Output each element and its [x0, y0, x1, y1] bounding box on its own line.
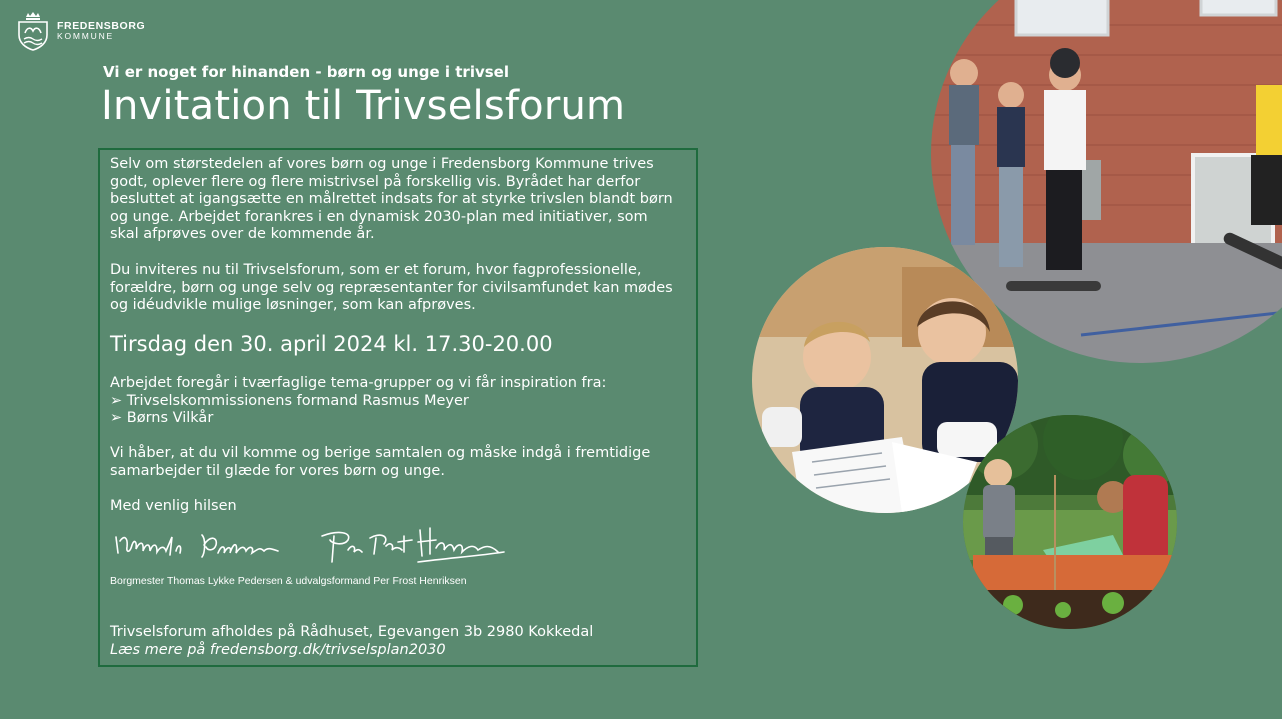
- photo-garden-children: [963, 415, 1177, 629]
- greeting: Med venlig hilsen: [110, 498, 237, 514]
- intro-paragraph: [110, 156, 673, 244]
- page-title: Invitation til Trivselsforum: [101, 83, 626, 129]
- event-date: Tirsdag den 30. april 2024 kl. 17.30-20.00: [110, 332, 553, 356]
- intro-line: godt, oplever flere og flere mistrivsel på forskellig vis. Byrådet har derfor: [110, 173, 641, 190]
- invite-line: Du inviteres nu til Trivselsforum, som er et forum, hvor fagprofessionelle,: [110, 262, 642, 278]
- crest-icon: [17, 11, 49, 51]
- intro-line: besluttet at igangsætte en målrettet indsats for at styrke trivslen blandt børn: [110, 191, 673, 207]
- intro-line: skal afprøves over de kommende år.: [110, 226, 375, 242]
- municipality-logo: [17, 11, 145, 51]
- subtitle: Vi er noget for hinanden - børn og unge i trivsel: [103, 63, 509, 81]
- location-info: [110, 624, 593, 659]
- signature-mayor: [110, 525, 295, 570]
- logo-name: FREDENSBORG: [57, 19, 146, 32]
- hope-paragraph: [110, 445, 650, 480]
- hope-line: Vi håber, at du vil komme og berige samtalen og måske indgå i fremtidige: [110, 445, 651, 461]
- intro-line: Selv om størstedelen af vores børn og unge i Fredensborg Kommune trives: [110, 156, 654, 172]
- bullet-item: ➢ Børns Vilkår: [110, 410, 214, 426]
- intro-line: og unge. Arbejdet forankres i en dynamisk 2030-plan med initiativer, som: [110, 208, 648, 225]
- inspiration-intro: Arbejdet foregår i tværfaglige tema-grupper og vi får inspiration fra:: [110, 375, 607, 391]
- invitation-box: [98, 148, 698, 667]
- invite-line: og idéudvikle mulige løsninger, som kan afprøves.: [110, 297, 476, 313]
- bullet-item: ➢ Trivselskommissionens formand Rasmus Meyer: [110, 392, 469, 409]
- read-more-link[interactable]: Læs mere på fredensborg.dk/trivselsplan2030: [110, 641, 446, 658]
- invite-line: forældre, børn og unge selv og repræsentanter for civilsamfundet kan mødes: [110, 279, 673, 296]
- location-text: Trivselsforum afholdes på Rådhuset, Egevangen 3b 2980 Kokkedal: [110, 624, 594, 640]
- invite-paragraph: [110, 262, 673, 315]
- logo-sub: KOMMUNE: [57, 31, 114, 42]
- signatories: Borgmester Thomas Lykke Pedersen & udvalgsformand Per Frost Henriksen: [110, 575, 467, 587]
- signature-committee-chair: [318, 522, 513, 572]
- hope-line: samarbejder til glæde for vores børn og unge.: [110, 462, 445, 479]
- inspiration-list: [110, 375, 606, 428]
